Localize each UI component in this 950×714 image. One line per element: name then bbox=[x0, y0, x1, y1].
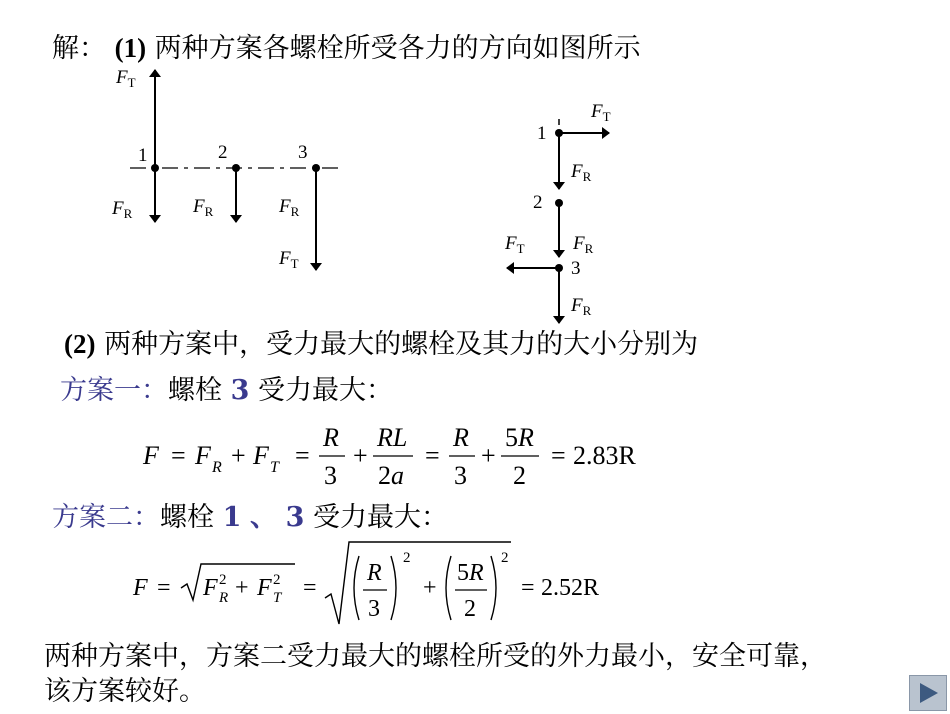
svg-text:2: 2 bbox=[403, 550, 411, 566]
bolt2-point bbox=[232, 164, 240, 172]
svg-text:T: T bbox=[273, 590, 282, 606]
label-ft-3: $F_T$ bbox=[279, 248, 299, 271]
scheme2-bolt-b: 3 bbox=[285, 502, 305, 533]
scheme2-result: 2.52R bbox=[541, 575, 600, 601]
scheme2-equation bbox=[125, 538, 645, 630]
label-ft-1: $F_T$ bbox=[116, 67, 136, 90]
scheme1-label: 方案一： bbox=[60, 375, 168, 406]
svg-text:+: + bbox=[481, 441, 496, 470]
bolt3-point bbox=[312, 164, 320, 172]
scheme2-sep: 、 bbox=[249, 502, 277, 533]
svg-text:3: 3 bbox=[324, 461, 337, 490]
part2-number: (2) bbox=[64, 329, 96, 359]
part2-text: 两种方案中，受力最大的螺栓及其力的大小分别为 bbox=[104, 329, 699, 360]
svg-text:2: 2 bbox=[464, 596, 476, 622]
label-fr-2-right: $F_R$ bbox=[573, 233, 594, 256]
scheme1-heading bbox=[60, 375, 393, 407]
solution-heading bbox=[52, 32, 641, 65]
svg-text:3: 3 bbox=[368, 596, 380, 622]
label-bolt-1: 1 bbox=[138, 145, 148, 166]
svg-text:F: F bbox=[133, 575, 148, 601]
part1-text: 两种方案各螺栓所受各力的方向如图所示 bbox=[154, 33, 641, 64]
svg-text:2: 2 bbox=[219, 572, 227, 588]
svg-text:R: R bbox=[453, 423, 469, 452]
label-bolt-3-right: 3 bbox=[571, 258, 581, 279]
part2-heading bbox=[64, 328, 698, 361]
label-fr-1-right: $F_R$ bbox=[571, 161, 592, 184]
svg-text:F: F bbox=[203, 575, 218, 601]
svg-text:=: = bbox=[551, 441, 566, 470]
label-fr-1: $F_R$ bbox=[112, 198, 133, 221]
scheme1-text-b: 受力最大： bbox=[257, 375, 393, 406]
scheme1-equation bbox=[135, 418, 695, 494]
bolt2-point-right bbox=[555, 199, 563, 207]
bolt1-point bbox=[151, 164, 159, 172]
svg-text:2: 2 bbox=[273, 572, 281, 588]
svg-text:=: = bbox=[157, 575, 171, 601]
next-slide-button[interactable] bbox=[909, 675, 947, 711]
svg-text:=: = bbox=[303, 575, 317, 601]
label-bolt-3: 3 bbox=[298, 142, 308, 163]
svg-text:R: R bbox=[219, 590, 229, 606]
label-fr-3-right: $F_R$ bbox=[571, 295, 592, 318]
svg-text:R: R bbox=[323, 423, 339, 452]
scheme2-force-diagram bbox=[495, 95, 635, 327]
next-slide-icon bbox=[910, 676, 946, 710]
svg-text:RL: RL bbox=[377, 423, 408, 452]
scheme1-text-a: 螺栓 bbox=[168, 375, 222, 406]
svg-text:+: + bbox=[353, 441, 368, 470]
svg-text:=: = bbox=[425, 441, 440, 470]
svg-text:R: R bbox=[367, 560, 382, 586]
part1-number: (1) bbox=[114, 33, 147, 63]
svg-text:=: = bbox=[521, 575, 535, 601]
conclusion-line-1: 两种方案中，方案二受力最大的螺栓所受的外力最小，安全可靠， bbox=[44, 641, 827, 672]
label-bolt-2: 2 bbox=[218, 142, 228, 163]
svg-text:3: 3 bbox=[454, 461, 467, 490]
svg-text:2: 2 bbox=[501, 550, 509, 566]
svg-text:T: T bbox=[270, 459, 279, 476]
svg-text:+: + bbox=[423, 575, 437, 601]
svg-text:F: F bbox=[253, 441, 269, 470]
bolt1-point-right bbox=[555, 129, 563, 137]
scheme2-text-b: 受力最大： bbox=[312, 502, 448, 533]
svg-text:F: F bbox=[195, 441, 211, 470]
svg-text:F: F bbox=[257, 575, 272, 601]
svg-text:F: F bbox=[143, 441, 159, 470]
label-bolt-1-right: 1 bbox=[537, 123, 547, 144]
svg-text:=: = bbox=[171, 441, 186, 470]
scheme1-bolt: 3 bbox=[230, 375, 250, 406]
svg-text:=: = bbox=[295, 441, 310, 470]
label-fr-2: $F_R$ bbox=[193, 196, 214, 219]
svg-text:2: 2 bbox=[513, 461, 526, 490]
label-ft-1-right: $F_T$ bbox=[591, 101, 611, 124]
conclusion-line-2: 该方案较好。 bbox=[44, 676, 206, 707]
label-bolt-2-right: 2 bbox=[533, 192, 543, 213]
bolt3-point-right bbox=[555, 264, 563, 272]
svg-text:+: + bbox=[231, 441, 246, 470]
svg-text:5R: 5R bbox=[505, 423, 534, 452]
svg-text:5R: 5R bbox=[457, 560, 484, 586]
svg-text:R: R bbox=[212, 459, 222, 476]
svg-text:+: + bbox=[235, 575, 249, 601]
scheme2-text-a: 螺栓 bbox=[160, 502, 214, 533]
svg-text:2a: 2a bbox=[378, 461, 404, 490]
scheme1-force-diagram bbox=[100, 62, 360, 282]
label-fr-3: $F_R$ bbox=[279, 196, 300, 219]
scheme1-result: 2.83R bbox=[573, 441, 636, 470]
scheme2-label: 方案二： bbox=[52, 502, 160, 533]
solution-prefix: 解： bbox=[52, 33, 106, 64]
scheme2-bolt-a: 1 bbox=[222, 502, 242, 533]
scheme2-heading bbox=[52, 502, 448, 534]
label-ft-3-right: $F_T$ bbox=[505, 233, 525, 256]
